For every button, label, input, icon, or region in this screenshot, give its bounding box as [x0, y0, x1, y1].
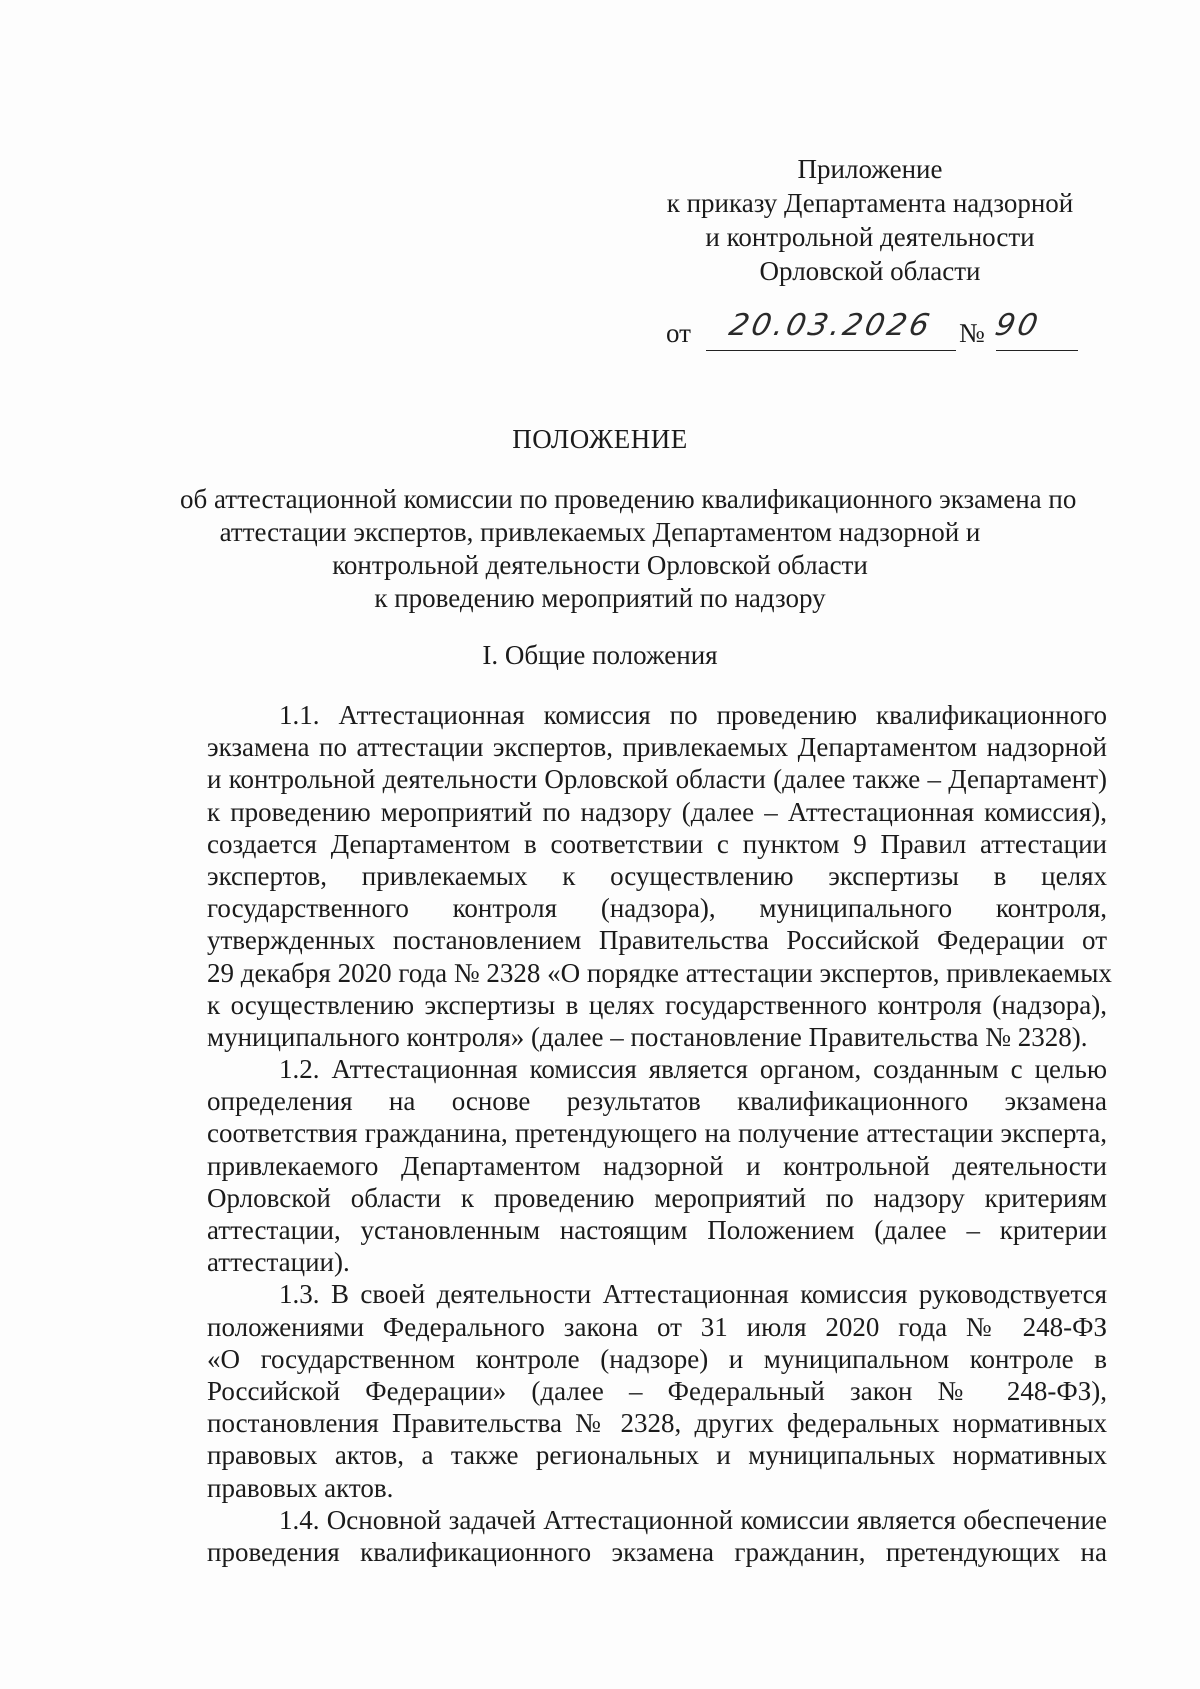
paragraph-line: к осуществлению экспертизы в целях государственного контроля (надзора), — [207, 989, 1107, 1020]
paragraph-line: к проведению мероприятий по надзору (далее – Аттестационная комиссия), — [207, 796, 1107, 827]
appendix-header — [640, 152, 1100, 288]
section-title: I. Общие положения — [482, 640, 718, 670]
order-date-handwritten: 20.03.2026 — [726, 308, 936, 343]
paragraph-line: привлекаемого Департаментом надзорной и контрольной деятельности — [207, 1150, 1107, 1181]
paragraph-line: 1.1. Аттестационная комиссия по проведению квалификационного — [279, 700, 1107, 730]
subtitle-line: об аттестационной комиссии по проведению квалификационного экзамена по — [180, 484, 1077, 514]
paragraph-line: правовых актов. — [207, 1472, 394, 1503]
paragraph-line: государственного контроля (надзора), муниципального контроля, — [207, 893, 1107, 924]
appendix-line: и контрольной деятельности — [705, 222, 1035, 252]
subtitle-line: контрольной деятельности Орловской области — [332, 550, 868, 580]
paragraph — [207, 1504, 1107, 1568]
paragraph-line: и контрольной деятельности Орловской области (далее также – Департамент) — [207, 764, 1107, 795]
paragraph-line: аттестации). — [207, 1247, 350, 1278]
appendix-line: Приложение — [797, 154, 943, 184]
paragraph-line: утвержденных постановлением Правительства Российской Федерации от — [207, 925, 1107, 956]
paragraph-line: постановления Правительства № 2328, других федеральных нормативных — [207, 1408, 1107, 1439]
paragraph-line: правовых актов, а также региональных и муниципальных нормативных — [207, 1440, 1107, 1471]
paragraph-line: экзамена по аттестации экспертов, привлекаемых Департаментом надзорной — [207, 732, 1107, 763]
ot-label: от — [666, 318, 691, 348]
paragraph-line: Российской Федерации» (далее – Федеральный закон № 248-ФЗ), — [207, 1375, 1107, 1406]
paragraph-line: муниципального контроля» (далее – постановление Правительства № 2328). — [207, 1021, 1088, 1052]
appendix-line: Орловской области — [759, 256, 981, 286]
appendix-line: к приказу Департамента надзорной — [666, 188, 1074, 218]
body-text — [207, 699, 1112, 1568]
subtitle-line: аттестации экспертов, привлекаемых Департаментом надзорной и — [219, 517, 981, 547]
order-number-handwritten: 90 — [992, 308, 1044, 343]
paragraph-line: 29 декабря 2020 года № 2328 «О порядке аттестации экспертов, привлекаемых — [207, 957, 1112, 988]
order-date-line — [666, 306, 1086, 356]
paragraph-line: 1.4. Основной задачей Аттестационной комиссии является обеспечение — [279, 1504, 1107, 1535]
paragraph-line: 1.3. В своей деятельности Аттестационная комиссия руководствуется — [279, 1279, 1107, 1310]
paragraph-line: определения на основе результатов квалификационного экзамена — [207, 1086, 1107, 1117]
paragraph-line: «О государственном контроле (надзоре) и муниципальном контроле в — [207, 1343, 1107, 1374]
paragraph-line: 1.2. Аттестационная комиссия является органом, созданным с целью — [279, 1054, 1107, 1085]
paragraph — [207, 1278, 1107, 1503]
document-title: ПОЛОЖЕНИЕ — [512, 424, 688, 454]
paragraph — [207, 1053, 1107, 1278]
document-subtitle — [180, 483, 1077, 615]
paragraph-line: положениями Федерального закона от 31 июля 2020 года № 248-ФЗ — [207, 1311, 1107, 1342]
paragraph-line: аттестации, установленным настоящим Положением (далее – критерии — [207, 1215, 1107, 1245]
paragraph-line: соответствия гражданина, претендующего на получение аттестации эксперта, — [207, 1118, 1107, 1149]
paragraph-line: экспертов, привлекаемых к осуществлению экспертизы в целях — [207, 860, 1107, 891]
paragraph — [207, 699, 1112, 1053]
number-sign: № — [959, 318, 985, 348]
paragraph-line: создается Департаментом в соответствии с пунктом 9 Правил аттестации — [207, 828, 1107, 859]
subtitle-line: к проведению мероприятий по надзору — [374, 583, 826, 613]
paragraph-line: проведения квалификационного экзамена гражданин, претендующих на — [207, 1536, 1107, 1567]
order-date-field — [706, 306, 956, 351]
order-number-field — [992, 306, 1078, 351]
paragraph-line: Орловской области к проведению мероприятий по надзору критериям — [207, 1182, 1107, 1213]
